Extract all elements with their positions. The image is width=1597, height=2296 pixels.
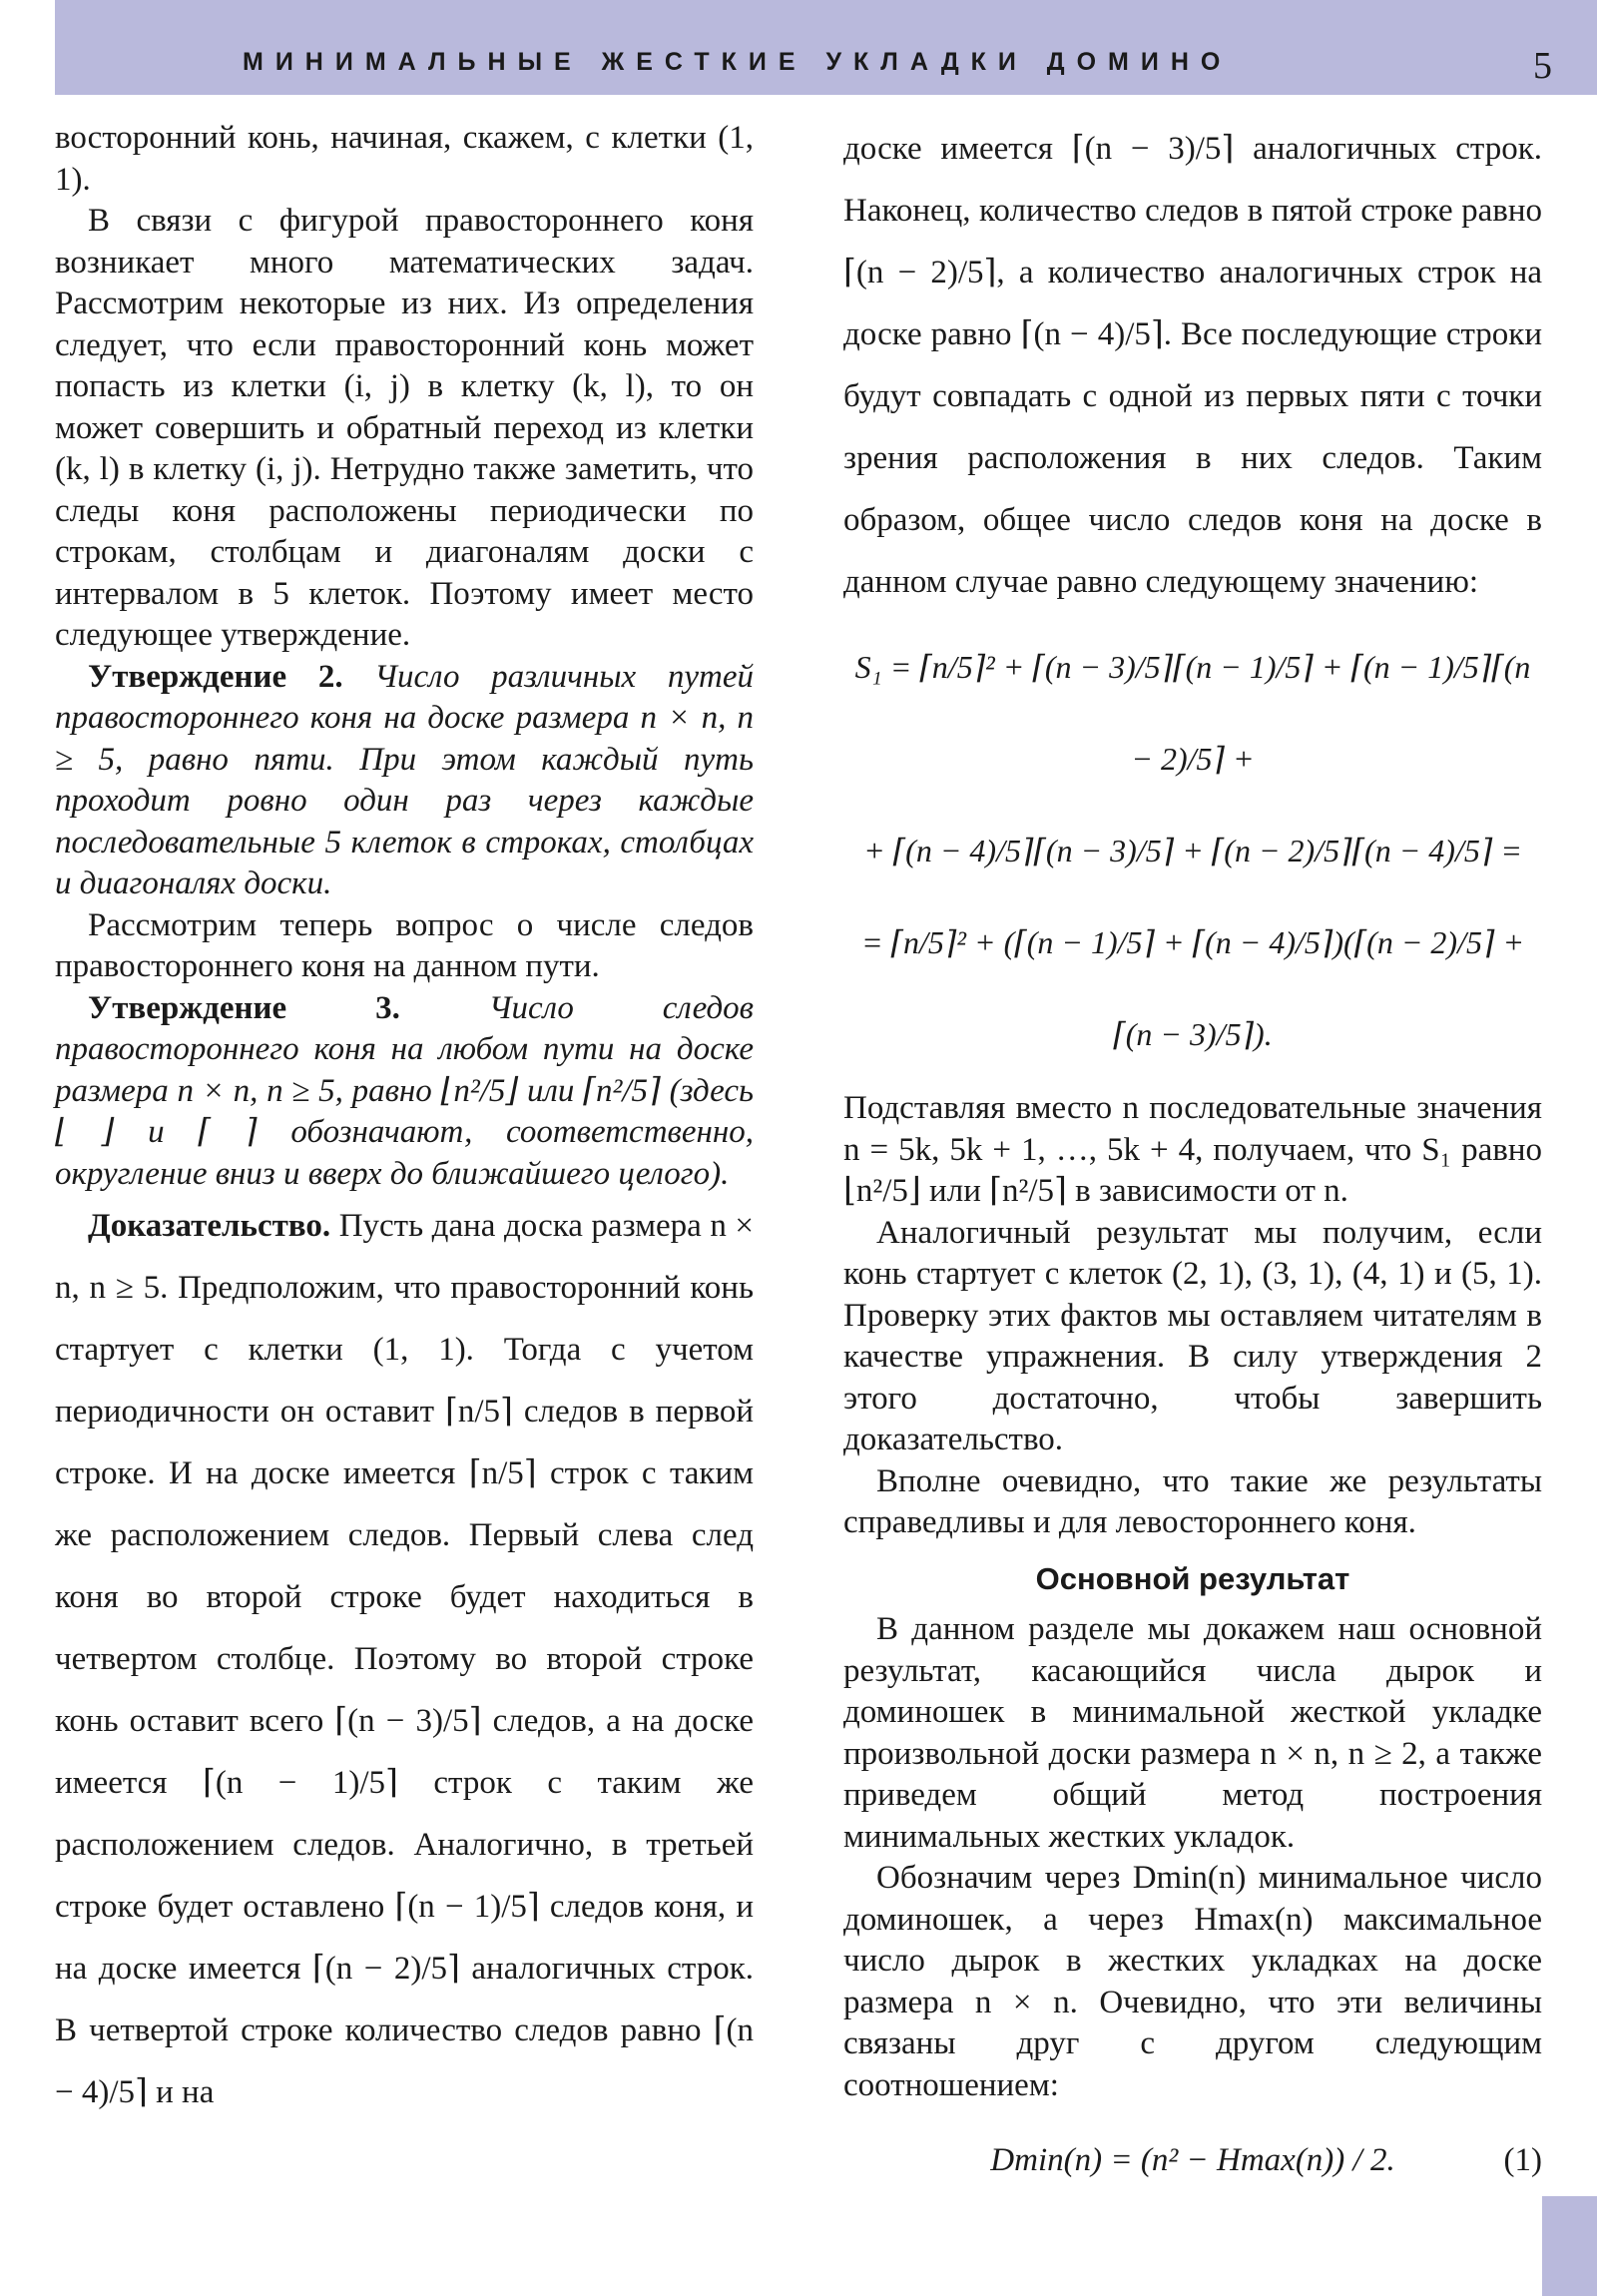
proof-text: Пусть дана доска размера n × n, n ≥ 5. Предположим, что правосторонний конь стартует с клетки (1, 1). Тогда с учетом периодичности он оставит ⌈n/5⌉ следов в первой строке. И на доске имеется ⌈n/5⌉ строк с таким же расположением следов. Первый слева след коня во второй строке будет находиться в четвертом столбце. Поэтому во второй строке конь оставит всего ⌈(n − 3)/5⌉ следов, а на доске имеется ⌈(n − 1)/5⌉ строк с таким же расположением следов. Аналогично, в третьей строке будет оставлено ⌈(n − 1)/5⌉ следов коня, и на доске имеется ⌈(n − 2)/5⌉ аналогичных строк. В четвертой строке количество следов равно ⌈(n − 4)/5⌉ и на	[55, 1208, 755, 2110]
left-column	[55, 118, 754, 2123]
statement-2-label: Утверждение 2.	[88, 658, 343, 695]
right-paragraph-3: Аналогичный результат мы получим, если конь стартует с клеток (2, 1), (3, 1), (4, 1) и (5, 1). Проверку этих фактов мы оставляем читателям в качестве упражнения. В силу утверждения 2 этого достаточно, чтобы завершить доказательство.	[843, 1214, 1542, 1457]
page-number: 5	[1533, 45, 1552, 87]
formula-s1	[843, 621, 1542, 1080]
corner-tab	[1542, 2196, 1597, 2296]
statement-3	[55, 988, 754, 1196]
proof	[55, 1195, 754, 2123]
right-paragraph-5: В данном разделе мы докажем наш основной результат, касающийся числа дырок и доминошек в минимальной жесткой укладке произвольной доски размера n × n, n ≥ 2, а также приведем общий метод построения минимальных жестких укладок.	[843, 1611, 1542, 1855]
right-paragraph-1: доске имеется ⌈(n − 3)/5⌉ аналогичных строк. Наконец, количество следов в пятой строке равно ⌈(n − 2)/5⌉, а количество аналогичных строк на доске равно ⌈(n − 4)/5⌉. Все последующие строки будут совпадать с одной из первых пяти с точки зрения расположения в них следов. Таким образом, общее число следов коня на доске в данном случае равно следующему значению:	[843, 131, 1542, 600]
proof-label: Доказательство.	[88, 1208, 331, 1244]
right-paragraph-4: Вполне очевидно, что такие же результаты справедливы и для левостороннего коня.	[843, 1462, 1542, 1540]
formula-line-1: S₁ = ⌈n/5⌉² + ⌈(n − 3)/5⌉⌈(n − 1)/5⌉ + ⌈(n − 1)/5⌉⌈(n − 2)/5⌉ +	[854, 649, 1531, 777]
right-paragraph-2: Подставляя вместо n последовательные значения n = 5k, 5k + 1, …, 5k + 4, получаем, что S₁ равно ⌊n²/5⌋ или ⌈n²/5⌉ в зависимости от n.	[843, 1090, 1542, 1209]
equation-1-number: (1)	[1503, 2142, 1542, 2178]
statement-3-label: Утверждение 3.	[88, 989, 400, 1026]
statement-2	[55, 657, 754, 905]
header-title: МИНИМАЛЬНЫЕ ЖЕСТКИЕ УКЛАДКИ ДОМИНО	[243, 48, 1233, 76]
statement-2-text: Число различных путей правостороннего коня на доске размера n × n, n ≥ 5, равно пяти. При этом каждый путь проходит ровно один раз через каждые последовательные 5 клеток в строках, столбцах и диагоналях доски.	[55, 658, 754, 901]
running-header	[55, 0, 1597, 95]
left-paragraph-2: В связи с фигурой правостороннего коня возникает много математических задач. Рассмотрим некоторые из них. Из определения следует, что если правосторонний конь может попасть из клетки (i, j) в клетку (k, l), то он может совершить и обратный переход из клетки (k, l) в клетку (i, j). Нетрудно также заметить, что следы коня расположены периодически по строкам, столбцам и диагоналям доски с интервалом в 5 клеток. Поэтому имеет место следующее утверждение.	[55, 203, 754, 653]
left-paragraph-3: Рассмотрим теперь вопрос о числе следов правостороннего коня на данном пути.	[55, 906, 754, 984]
equation-1	[843, 2120, 1542, 2200]
formula-line-3: = ⌈n/5⌉² + (⌈(n − 1)/5⌉ + ⌈(n − 4)/5⌉)(⌈(n − 2)/5⌉ + ⌈(n − 3)/5⌉).	[860, 924, 1525, 1052]
equation-1-body: Dmin(n) = (n² − Hmax(n)) / 2.	[990, 2142, 1395, 2178]
formula-line-2: + ⌈(n − 4)/5⌉⌈(n − 3)/5⌉ + ⌈(n − 2)/5⌉⌈(n − 4)/5⌉ =	[863, 833, 1522, 868]
statement-3-text: Число следов правостороннего коня на любом пути на доске размера n × n, n ≥ 5, равно ⌊n²/5⌋ или ⌈n²/5⌉ (здесь ⌊ ⌋ и ⌈ ⌉ обозначают, соответственно, округление вниз и вверх до ближайшего целого).	[55, 989, 754, 1192]
section-title: Основной результат	[1035, 1560, 1350, 1596]
right-paragraph-6: Обозначим через Dmin(n) минимальное число доминошек, а через Hmax(n) максимальное число дырок в жестких укладках на доске размера n × n. Очевидно, что эти величины связаны друг с другом следующим соотношением:	[843, 1860, 1542, 2103]
left-paragraph-1: восторонний конь, начиная, скажем, с клетки (1, 1).	[55, 120, 754, 198]
right-column	[843, 118, 1542, 2200]
